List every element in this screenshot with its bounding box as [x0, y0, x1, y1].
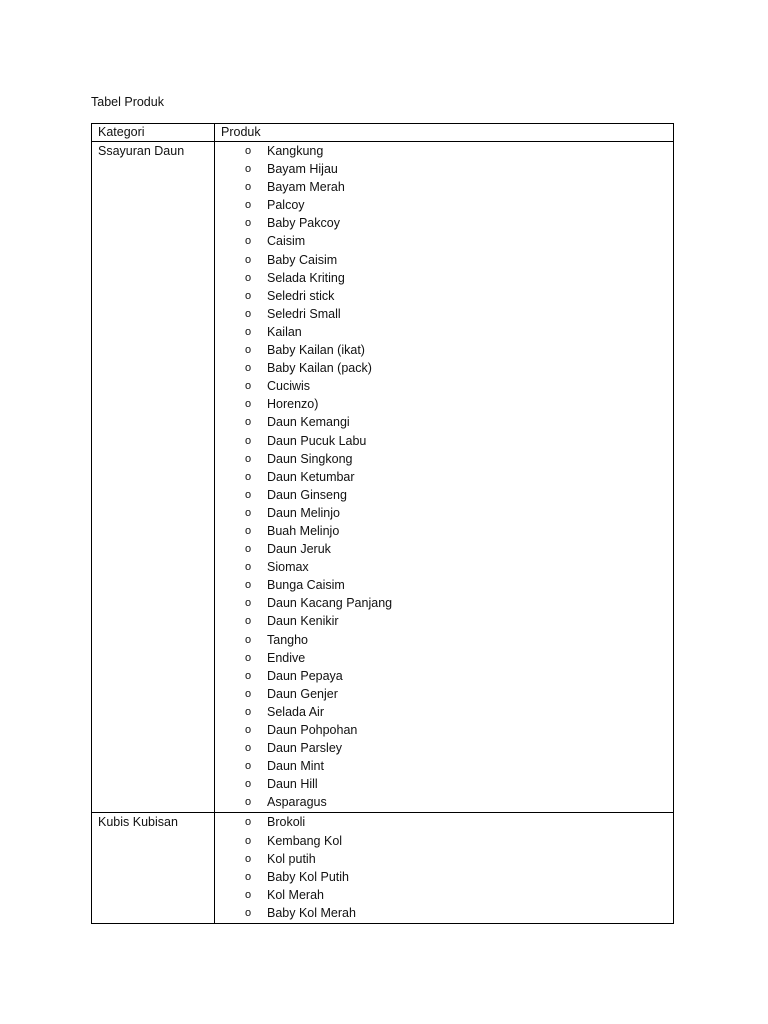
bullet-circle-icon: o — [245, 705, 252, 718]
table-row — [92, 142, 674, 813]
product-cell — [215, 142, 674, 813]
product-name: Baby Kol Putih — [267, 869, 349, 884]
product-name: Baby Kol Merah — [267, 905, 356, 920]
list-item — [215, 594, 673, 612]
list-item — [215, 685, 673, 703]
list-item — [215, 142, 673, 160]
bullet-circle-icon: o — [245, 906, 252, 919]
list-item — [215, 251, 673, 269]
table-header-row — [92, 124, 674, 142]
list-item — [215, 341, 673, 359]
list-item — [215, 178, 673, 196]
product-name: Daun Pepaya — [267, 668, 343, 683]
list-item — [215, 793, 673, 811]
list-item — [215, 413, 673, 431]
product-name: Daun Parsley — [267, 741, 343, 756]
category-cell: Kubis Kubisan — [92, 813, 215, 924]
bullet-circle-icon: o — [245, 307, 252, 320]
list-item — [215, 305, 673, 323]
bullet-circle-icon: o — [245, 271, 252, 284]
list-item — [215, 395, 673, 413]
product-name: Daun Hill — [267, 777, 318, 792]
list-item — [215, 667, 673, 685]
bullet-circle-icon: o — [245, 524, 252, 537]
product-name: Daun Pucuk Labu — [267, 433, 367, 448]
list-item — [215, 377, 673, 395]
bullet-circle-icon: o — [245, 217, 252, 230]
list-item — [215, 649, 673, 667]
list-item — [215, 214, 673, 232]
bullet-circle-icon: o — [245, 579, 252, 592]
bullet-circle-icon: o — [245, 325, 252, 338]
list-item — [215, 576, 673, 594]
product-name: Daun Ketumbar — [267, 469, 355, 484]
bullet-circle-icon: o — [245, 651, 252, 664]
list-item — [215, 323, 673, 341]
product-name: Kembang Kol — [267, 833, 343, 848]
product-name: Palcoy — [267, 198, 305, 213]
table-body — [92, 142, 674, 924]
list-item — [215, 232, 673, 250]
list-item — [215, 359, 673, 377]
product-name: Daun Ginseng — [267, 487, 347, 502]
bullet-circle-icon: o — [245, 181, 252, 194]
product-name: Daun Mint — [267, 759, 324, 774]
product-name: Buah Melinjo — [267, 523, 340, 538]
product-name: Horenzo) — [267, 397, 319, 412]
product-name: Kangkung — [267, 144, 324, 158]
bullet-circle-icon: o — [245, 145, 252, 157]
product-name: Bayam Hijau — [267, 162, 338, 177]
product-name: Selada Air — [267, 704, 324, 719]
product-name: Daun Kacang Panjang — [267, 596, 393, 611]
bullet-circle-icon: o — [245, 888, 252, 901]
product-name: Daun Genjer — [267, 686, 338, 701]
bullet-circle-icon: o — [245, 199, 252, 212]
header-produk: Produk — [215, 124, 674, 142]
product-table — [91, 123, 674, 924]
list-item — [215, 468, 673, 486]
bullet-circle-icon: o — [245, 488, 252, 501]
list-item — [215, 269, 673, 287]
product-name: Bunga Caisim — [267, 578, 345, 593]
bullet-circle-icon: o — [245, 470, 252, 483]
product-name: Endive — [267, 650, 306, 665]
bullet-circle-icon: o — [245, 398, 252, 411]
product-list — [215, 142, 673, 812]
bullet-circle-icon: o — [245, 506, 252, 519]
product-name: Baby Caisim — [267, 252, 338, 267]
list-item — [215, 287, 673, 305]
product-name: Siomax — [267, 560, 309, 575]
bullet-circle-icon: o — [245, 852, 252, 865]
product-name: Cuciwis — [267, 379, 311, 394]
bullet-circle-icon: o — [245, 416, 252, 429]
list-item — [215, 558, 673, 576]
bullet-circle-icon: o — [245, 778, 252, 791]
list-item — [215, 868, 673, 886]
bullet-circle-icon: o — [245, 687, 252, 700]
product-cell — [215, 813, 674, 924]
list-item — [215, 703, 673, 721]
list-item — [215, 450, 673, 468]
list-item — [215, 739, 673, 757]
bullet-circle-icon: o — [245, 452, 252, 465]
list-item — [215, 850, 673, 868]
bullet-circle-icon: o — [245, 561, 252, 574]
bullet-circle-icon: o — [245, 742, 252, 755]
bullet-circle-icon: o — [245, 724, 252, 736]
product-name: Daun Jeruk — [267, 542, 331, 557]
product-name: Asparagus — [267, 795, 327, 810]
header-kategori: Kategori — [92, 124, 215, 142]
list-item — [215, 432, 673, 450]
page-title: Tabel Produk — [91, 95, 164, 109]
bullet-circle-icon: o — [245, 163, 252, 176]
product-name: Daun Kenikir — [267, 614, 339, 629]
product-name: Brokoli — [267, 815, 306, 830]
list-item — [215, 721, 673, 739]
product-name: Baby Kailan (ikat) — [267, 343, 365, 358]
bullet-circle-icon: o — [245, 235, 252, 248]
product-name: Kol Merah — [267, 887, 324, 902]
list-item — [215, 196, 673, 214]
category-cell: Ssayuran Daun — [92, 142, 215, 813]
bullet-circle-icon: o — [245, 344, 252, 357]
table-row — [92, 813, 674, 924]
bullet-circle-icon: o — [245, 543, 252, 556]
list-item — [215, 832, 673, 850]
list-item — [215, 813, 673, 831]
product-name: Kailan — [267, 324, 302, 339]
product-name: Baby Kailan (pack) — [267, 361, 372, 376]
product-name: Bayam Merah — [267, 180, 345, 195]
product-name: Baby Pakcoy — [267, 216, 340, 231]
product-name: Daun Kemangi — [267, 415, 350, 430]
bullet-circle-icon: o — [245, 362, 252, 375]
product-name: Selada Kriting — [267, 270, 345, 285]
list-item — [215, 486, 673, 504]
bullet-circle-icon: o — [245, 289, 252, 302]
bullet-circle-icon: o — [245, 615, 252, 628]
bullet-circle-icon: o — [245, 597, 252, 610]
product-name: Tangho — [267, 632, 309, 647]
bullet-circle-icon: o — [245, 870, 252, 883]
bullet-circle-icon: o — [245, 760, 252, 773]
list-item — [215, 886, 673, 904]
bullet-circle-icon: o — [245, 669, 252, 682]
bullet-circle-icon: o — [245, 434, 252, 447]
list-item — [215, 904, 673, 922]
list-item — [215, 540, 673, 558]
bullet-circle-icon: o — [245, 380, 252, 393]
product-name: Daun Pohpohan — [267, 723, 358, 737]
list-item — [215, 504, 673, 522]
list-item — [215, 775, 673, 793]
product-list — [215, 813, 673, 923]
bullet-circle-icon: o — [245, 816, 252, 829]
product-name: Caisim — [267, 234, 306, 249]
bullet-circle-icon: o — [245, 796, 252, 809]
bullet-circle-icon: o — [245, 834, 252, 847]
list-item — [215, 522, 673, 540]
bullet-circle-icon: o — [245, 633, 252, 646]
list-item — [215, 612, 673, 630]
product-name: Daun Melinjo — [267, 505, 340, 520]
product-name: Seledri Small — [267, 306, 341, 321]
product-name: Daun Singkong — [267, 451, 353, 466]
bullet-circle-icon: o — [245, 253, 252, 266]
product-name: Seledri stick — [267, 288, 335, 303]
product-name: Kol putih — [267, 851, 316, 866]
list-item — [215, 757, 673, 775]
list-item — [215, 160, 673, 178]
list-item — [215, 631, 673, 649]
